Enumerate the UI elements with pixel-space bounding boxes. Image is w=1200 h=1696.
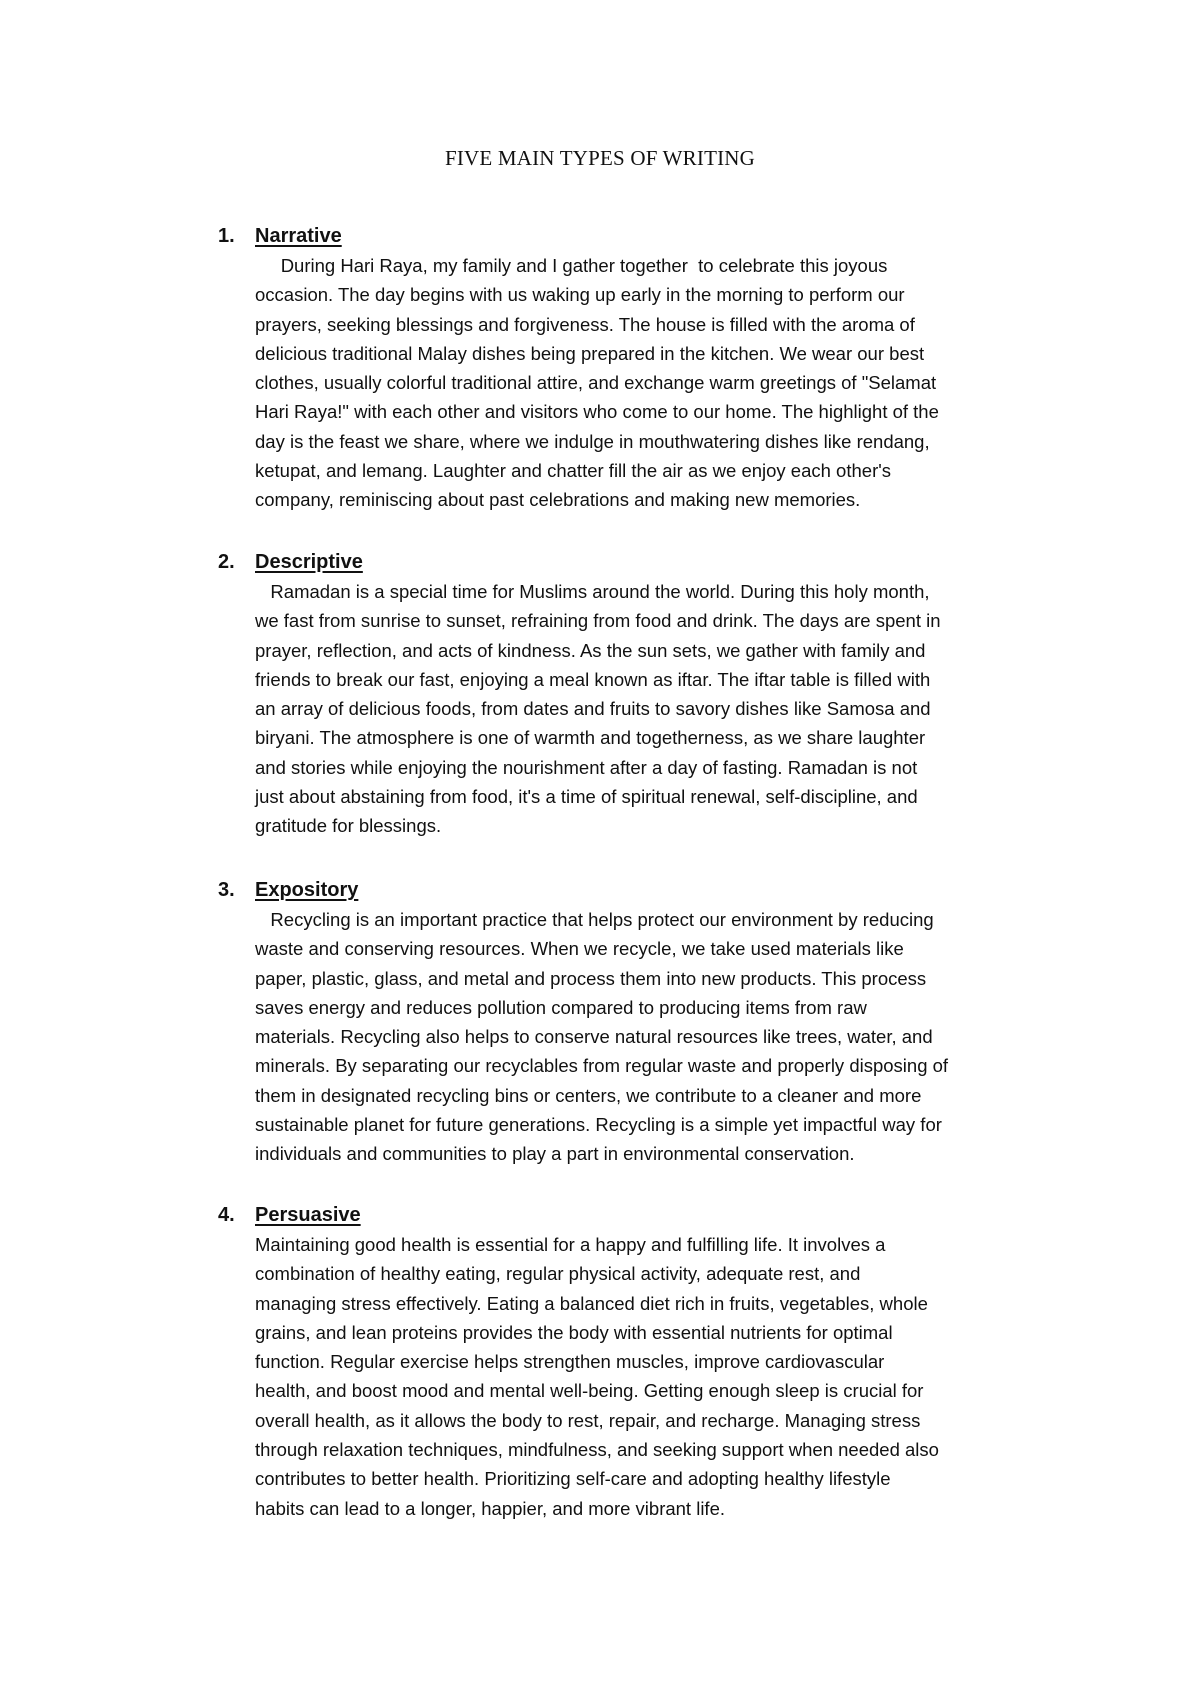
section-paragraph <box>218 577 1098 841</box>
section-number: 3. <box>218 879 235 901</box>
paragraph-line: Maintaining good health is essential for a happy and fulfilling life. It involves a <box>255 1234 886 1255</box>
paragraph-line: through relaxation techniques, mindfulness, and seeking support when needed also <box>255 1439 939 1461</box>
paragraph-line: grains, and lean proteins provides the body with essential nutrients for optimal <box>255 1321 893 1343</box>
section-persuasive <box>218 1200 1098 1523</box>
document-title: FIVE MAIN TYPES OF WRITING <box>444 146 756 170</box>
paragraph-line: delicious traditional Malay dishes being prepared in the kitchen. We wear our best <box>255 342 925 364</box>
paragraph-line: them in designated recycling bins or centers, we contribute to a cleaner and more <box>255 1084 922 1106</box>
paragraph-line: Hari Raya!" with each other and visitors who come to our home. The highlight of the <box>255 401 939 423</box>
section-title: Persuasive <box>255 1204 361 1226</box>
paragraph-line: contributes to better health. Prioritizing self-care and adopting healthy lifestyle <box>255 1468 891 1490</box>
section-descriptive <box>218 547 1098 841</box>
section-expository <box>218 875 1098 1169</box>
section-narrative <box>218 221 1098 515</box>
section-title: Descriptive <box>255 551 363 573</box>
paragraph-line: function. Regular exercise helps strengthen muscles, improve cardiovascular <box>255 1351 885 1373</box>
section-heading <box>218 1200 1098 1230</box>
section-paragraph <box>218 251 1098 515</box>
section-title: Narrative <box>255 225 342 247</box>
paragraph-line: friends to break our fast, enjoying a meal known as iftar. The iftar table is filled with <box>255 668 931 690</box>
paragraph-line: overall health, as it allows the body to rest, repair, and recharge. Managing stress <box>255 1409 921 1431</box>
section-paragraph <box>218 905 1098 1169</box>
paragraph-line: saves energy and reduces pollution compared to producing items from raw <box>255 996 867 1018</box>
paragraph-line: materials. Recycling also helps to conserve natural resources like trees, water, and <box>255 1026 933 1048</box>
section-heading <box>218 547 1098 577</box>
paragraph-line: paper, plastic, glass, and metal and process them into new products. This process <box>255 967 927 989</box>
section-heading <box>218 221 1098 251</box>
paragraph-line: individuals and communities to play a part in environmental conservation. <box>255 1143 855 1165</box>
paragraph-line: Ramadan is a special time for Muslims around the world. During this holy month, <box>255 581 930 602</box>
paragraph-line: an array of delicious foods, from dates and fruits to savory dishes like Samosa and <box>255 698 931 720</box>
paragraph-line: biryani. The atmosphere is one of warmth and togetherness, as we share laughter <box>255 727 926 749</box>
paragraph-line: sustainable planet for future generations. Recycling is a simple yet impactful way for <box>255 1114 942 1136</box>
paragraph-line: clothes, usually colorful traditional attire, and exchange warm greetings of "Selamat <box>255 372 937 394</box>
paragraph-line: managing stress effectively. Eating a balanced diet rich in fruits, vegetables, whole <box>255 1292 928 1314</box>
paragraph-line: company, reminiscing about past celebrations and making new memories. <box>255 489 861 511</box>
section-number: 4. <box>218 1204 235 1226</box>
paragraph-line: During Hari Raya, my family and I gather together to celebrate this joyous <box>255 255 888 276</box>
section-paragraph <box>218 1230 1098 1523</box>
paragraph-line: prayer, reflection, and acts of kindness. As the sun sets, we gather with family and <box>255 639 926 661</box>
paragraph-line: day is the feast we share, where we indulge in mouthwatering dishes like rendang, <box>255 430 930 452</box>
paragraph-line: ketupat, and lemang. Laughter and chatter fill the air as we enjoy each other's <box>255 460 892 482</box>
paragraph-line: Recycling is an important practice that helps protect our environment by reducing <box>255 909 934 930</box>
paragraph-line: health, and boost mood and mental well-being. Getting enough sleep is crucial for <box>255 1380 924 1402</box>
section-heading <box>218 875 1098 905</box>
section-number: 1. <box>218 225 235 247</box>
paragraph-line: just about abstaining from food, it's a time of spiritual renewal, self-discipline, and <box>255 786 918 808</box>
paragraph-line: and stories while enjoying the nourishment after a day of fasting. Ramadan is not <box>255 756 918 778</box>
section-title: Expository <box>255 879 359 901</box>
paragraph-line: habits can lead to a longer, happier, and more vibrant life. <box>255 1497 725 1519</box>
paragraph-line: prayers, seeking blessings and forgiveness. The house is filled with the aroma of <box>255 313 915 335</box>
paragraph-line: minerals. By separating our recyclables from regular waste and properly disposing of <box>255 1055 949 1077</box>
paragraph-line: gratitude for blessings. <box>255 815 442 837</box>
section-number: 2. <box>218 551 235 573</box>
paragraph-line: occasion. The day begins with us waking up early in the morning to perform our <box>255 284 905 306</box>
paragraph-line: combination of healthy eating, regular physical activity, adequate rest, and <box>255 1263 861 1285</box>
paragraph-line: waste and conserving resources. When we recycle, we take used materials like <box>255 938 904 960</box>
paragraph-line: we fast from sunrise to sunset, refraining from food and drink. The days are spent in <box>255 610 941 632</box>
